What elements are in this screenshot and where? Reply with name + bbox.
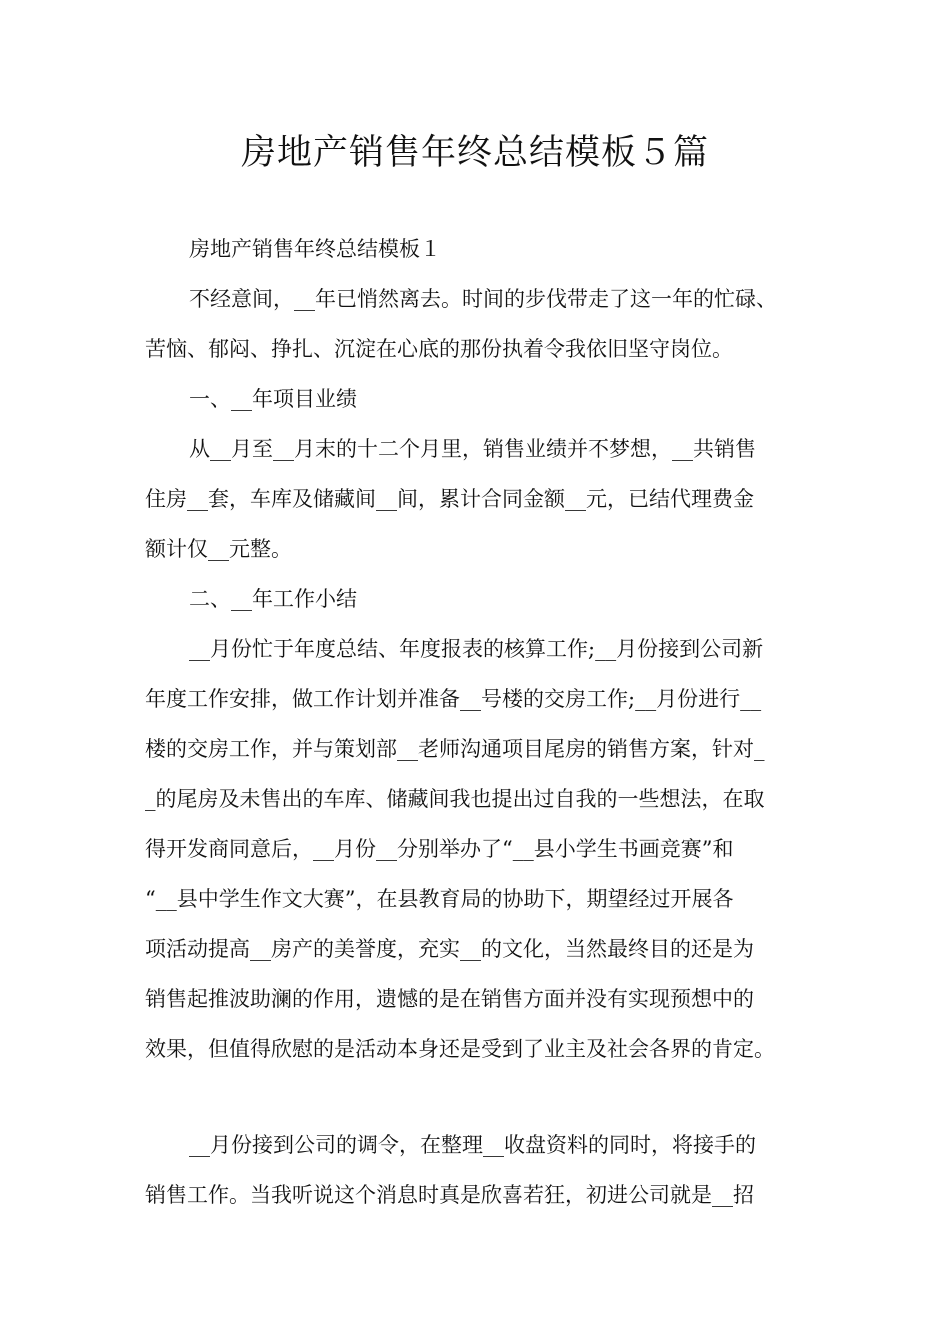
paragraph-line: _的尾房及未售出的车库、储藏间我也提出过自我的一些想法，在取	[145, 787, 765, 811]
paragraph-line: 年度工作安排，做工作计划并准备__号楼的交房工作;__月份进行__	[145, 687, 762, 711]
paragraph-line: 不经意间，__年已悄然离去。时间的步伐带走了这一年的忙碌、	[189, 287, 777, 311]
section-2	[145, 1120, 815, 1220]
paragraph-line: 效果，但值得欣慰的是活动本身还是受到了业主及社会各界的肯定。	[145, 1037, 775, 1061]
paragraph-line: 项活动提高__房产的美誉度，充实__的文化，当然最终目的还是为	[145, 937, 754, 961]
paragraph-line: 销售起推波助澜的作用，遗憾的是在销售方面并没有实现预想中的	[145, 987, 754, 1011]
paragraph-line: 住房__套，车库及储藏间__间，累计合同金额__元，已结代理费金	[145, 487, 754, 511]
paragraph-line: 额计仅__元整。	[145, 537, 292, 561]
paragraph-line: 销售工作。当我听说这个消息时真是欣喜若狂，初进公司就是__招	[145, 1183, 754, 1207]
paragraph-line: __月份接到公司的调令，在整理__收盘资料的同时，将接手的	[189, 1133, 756, 1157]
heading-line: 二、__年工作小结	[189, 587, 357, 611]
paragraph-line: 苦恼、郁闷、挣扎、沉淀在心底的那份执着令我依旧坚守岗位。	[145, 337, 733, 361]
paragraph-line: 从__月至__月末的十二个月里，销售业绩并不梦想，__共销售	[189, 437, 756, 461]
paragraph-line: 楼的交房工作，并与策划部__老师沟通项目尾房的销售方案，针对_	[145, 737, 765, 761]
section-1	[145, 224, 815, 1074]
paragraph-line: “__县中学生作文大赛”，在县教育局的协助下，期望经过开展各	[145, 887, 734, 911]
paragraph-line: 得开发商同意后，__月份__分别举办了“__县小学生书画竞赛”和	[145, 837, 734, 861]
subtitle-line: 房地产销售年终总结模板１	[189, 237, 441, 261]
paragraph-line: __月份忙于年度总结、年度报表的核算工作;__月份接到公司新	[189, 637, 764, 661]
document-title: 房地产销售年终总结模板５篇	[240, 133, 709, 173]
heading-line: 一、__年项目业绩	[189, 387, 357, 411]
